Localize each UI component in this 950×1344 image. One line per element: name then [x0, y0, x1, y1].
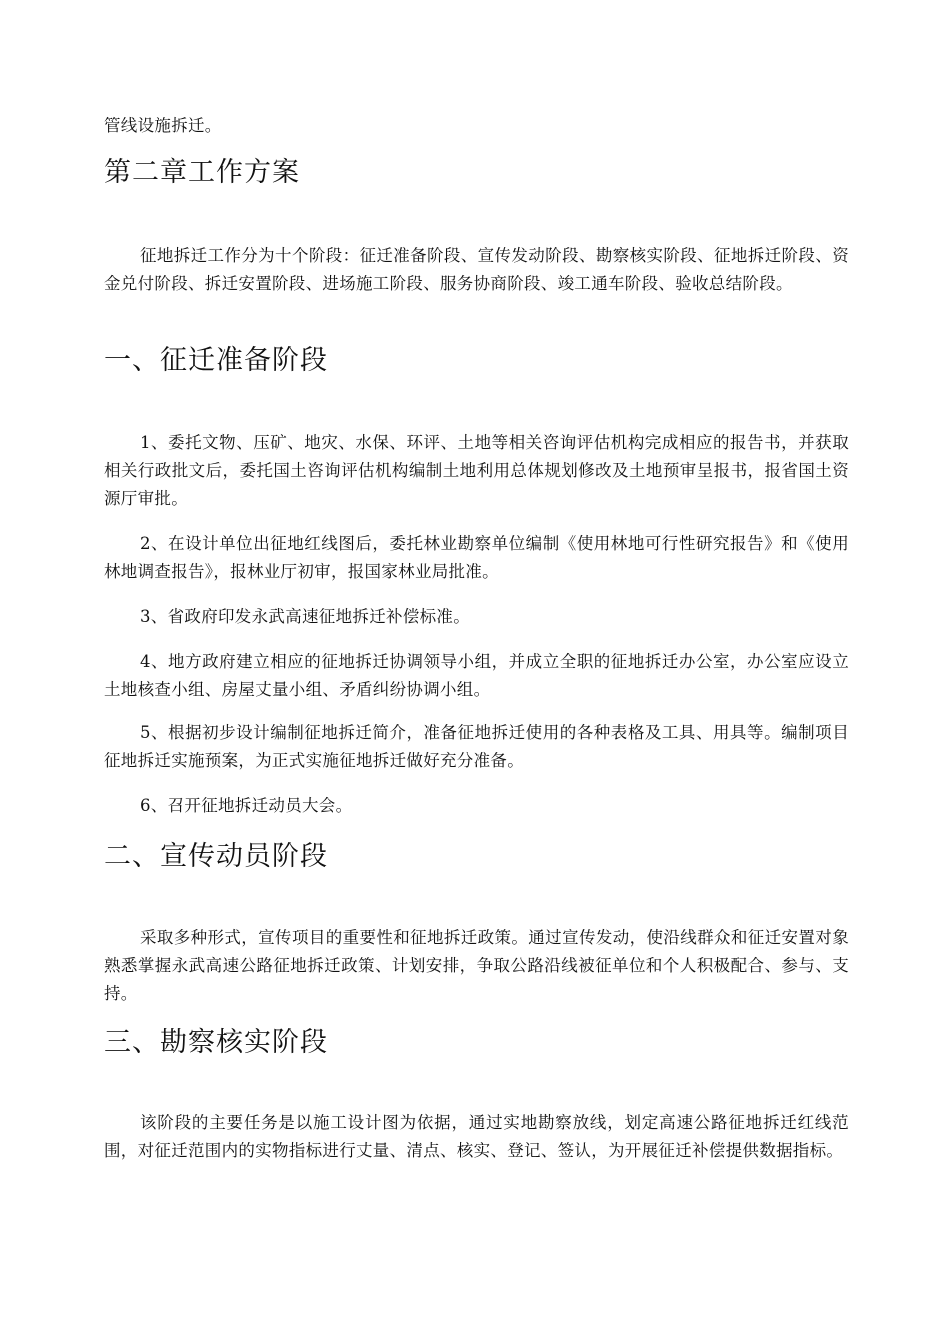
overview-paragraph: 征地拆迁工作分为十个阶段：征迁准备阶段、宣传发动阶段、勘察核实阶段、征地拆迁阶段、资金兑付阶段、拆迁安置阶段、进场施工阶段、服务协商阶段、竣工通车阶段、验收总结阶段。 — [104, 246, 849, 293]
section-1-item-5: 5、根据初步设计编制征地拆迁简介，准备征地拆迁使用的各种表格及工具、用具等。编制项目征地拆迁实施预案，为正式实施征地拆迁做好充分准备。 — [104, 723, 849, 770]
section-1-item-6: 6、召开征地拆迁动员大会。 — [140, 796, 353, 815]
intro-paragraph: 管线设施拆迁。 — [104, 116, 222, 135]
section-1-title: 一、征迁准备阶段 — [104, 345, 328, 376]
section-1-item-2: 2、在设计单位出征地红线图后，委托林业勘察单位编制《使用林地可行性研究报告》和《使用林地调查报告》，报林业厅初审，报国家林业局批准。 — [104, 534, 849, 581]
section-1-item-3: 3、省政府印发永武高速征地拆迁补偿标准。 — [140, 607, 470, 626]
section-1-item-1: 1、委托文物、压矿、地灾、水保、环评、土地等相关咨询评估机构完成相应的报告书，并获取相关行政批文后，委托国土咨询评估机构编制土地利用总体规划修改及土地预审呈报书，报省国土资源厅审批。 — [104, 433, 849, 508]
section-2-paragraph: 采取多种形式，宣传项目的重要性和征地拆迁政策。通过宣传发动，使沿线群众和征迁安置对象熟悉掌握永武高速公路征地拆迁政策、计划安排，争取公路沿线被征单位和个人积极配合、参与、支持。 — [104, 928, 849, 1003]
section-2-title: 二、宣传动员阶段 — [104, 841, 328, 872]
section-3-title: 三、勘察核实阶段 — [104, 1027, 328, 1058]
section-3-paragraph: 该阶段的主要任务是以施工设计图为依据，通过实地勘察放线，划定高速公路征地拆迁红线范围，对征迁范围内的实物指标进行丈量、清点、核实、登记、签认，为开展征迁补偿提供数据指标。 — [104, 1113, 849, 1160]
section-1-item-4: 4、地方政府建立相应的征地拆迁协调领导小组，并成立全职的征地拆迁办公室，办公室应设立土地核查小组、房屋丈量小组、矛盾纠纷协调小组。 — [104, 652, 849, 699]
chapter-title: 第二章工作方案 — [104, 157, 300, 188]
